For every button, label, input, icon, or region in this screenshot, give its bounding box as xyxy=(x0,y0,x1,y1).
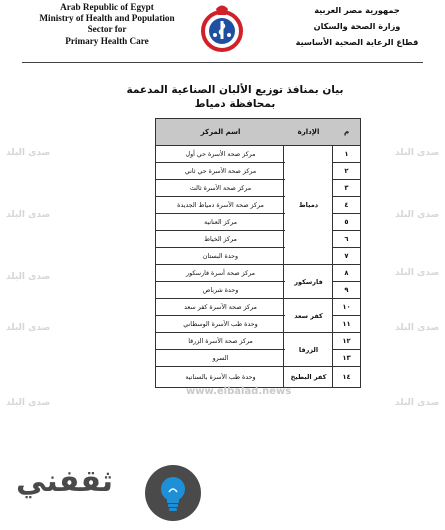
center-cell: مركز صحة الأسرة دمياط الجديدة xyxy=(156,197,285,214)
row-number: ١٤ xyxy=(342,373,351,381)
brand-logo-text: ثقفني xyxy=(16,464,114,499)
row-number: ٢ xyxy=(333,163,360,180)
header-divider xyxy=(22,62,423,63)
watermark-text: صدى البلد xyxy=(6,148,51,158)
admin-cell: دمياط xyxy=(284,146,333,265)
watermark-text: صدى البلد xyxy=(395,268,440,278)
header-ar-line: جمهورية مصر العربية xyxy=(314,5,400,15)
center-cell: وحدة طب الأسرة بالسنانية xyxy=(185,373,256,381)
distribution-table xyxy=(155,118,361,388)
watermark-text: صدى البلد xyxy=(395,323,440,333)
row-number: ٦ xyxy=(333,231,360,248)
watermark-text: صدى البلد xyxy=(395,148,440,158)
watermark-text: صدى البلد xyxy=(6,398,51,408)
admin-cell: كفر البطيخ xyxy=(290,373,327,381)
header-en-line: Arab Republic of Egypt xyxy=(60,2,154,12)
center-cell: مركز صحة الأسرة ثالث xyxy=(156,180,285,197)
watermark-text: صدى البلد xyxy=(395,210,440,220)
center-cell: مركز الخياط xyxy=(156,231,285,248)
header-en-line: Sector for xyxy=(87,24,127,35)
header-english xyxy=(22,2,192,47)
center-cell: مركز العنانية xyxy=(156,214,285,231)
center-cell: مركز صحة الأسرة كفر سعد xyxy=(156,299,285,316)
number-column xyxy=(332,119,360,387)
ministry-logo xyxy=(199,1,245,55)
center-cell: مركز صحة الأسرة حي ثاني xyxy=(156,163,285,180)
administration-column xyxy=(283,119,333,387)
center-name-column xyxy=(156,119,285,387)
row-number: ٣ xyxy=(333,180,360,197)
row-number: ١١ xyxy=(333,316,360,333)
watermark-text: صدى البلد xyxy=(6,210,51,220)
row-number: ٩ xyxy=(333,282,360,299)
watermark-text: صدى البلد xyxy=(6,323,51,333)
watermark-text: صدى البلد xyxy=(395,398,440,408)
row-number: ١٣ xyxy=(333,350,360,367)
watermark-text: صدى البلد xyxy=(6,272,51,282)
document-subtitle: بمحافظة دمياط xyxy=(194,98,276,110)
center-cell: مركز صحة أسرة فارسكور xyxy=(156,265,285,282)
lightbulb-icon xyxy=(142,462,204,524)
center-cell: وحدة البستان xyxy=(156,248,285,265)
header-arabic xyxy=(287,2,427,50)
row-number: ١٢ xyxy=(333,333,360,350)
admin-cell: فارسكور xyxy=(284,265,333,299)
center-cell: السرو xyxy=(156,350,285,367)
header-num: م xyxy=(333,119,360,146)
row-number: ٤ xyxy=(333,197,360,214)
header-en-line: Ministry of Health and Population xyxy=(39,13,175,24)
header-admin: الإدارة xyxy=(284,119,333,146)
center-cell: مركز صحة الأسرة الزرقا xyxy=(156,333,285,350)
row-number: ١٠ xyxy=(333,299,360,316)
row-number: ٧ xyxy=(333,248,360,265)
admin-cell: كفر سعد xyxy=(284,299,333,333)
header-en-line: Primary Health Care xyxy=(65,35,149,46)
watermark-url: www.elbalad.news xyxy=(186,386,292,397)
document-title: بيان بمنافذ توزيع الألبان الصناعية المدعمة xyxy=(126,84,344,96)
center-cell: وحدة طب الأسرة الوسطاني xyxy=(156,316,285,333)
header-center: اسم المركز xyxy=(156,119,285,146)
center-cell: وحدة شرباص xyxy=(156,282,285,299)
admin-cell: الزرقا xyxy=(284,333,333,367)
row-number: ٥ xyxy=(333,214,360,231)
row-number: ٨ xyxy=(333,265,360,282)
header-ar-line: وزارة الصحة والسكان xyxy=(313,21,401,31)
row-number: ١ xyxy=(333,146,360,163)
center-cell: مركز صحة الأسرة حي أول xyxy=(156,146,285,163)
header-ar-line: قطاع الرعاية الصحية الأساسية xyxy=(295,37,419,47)
